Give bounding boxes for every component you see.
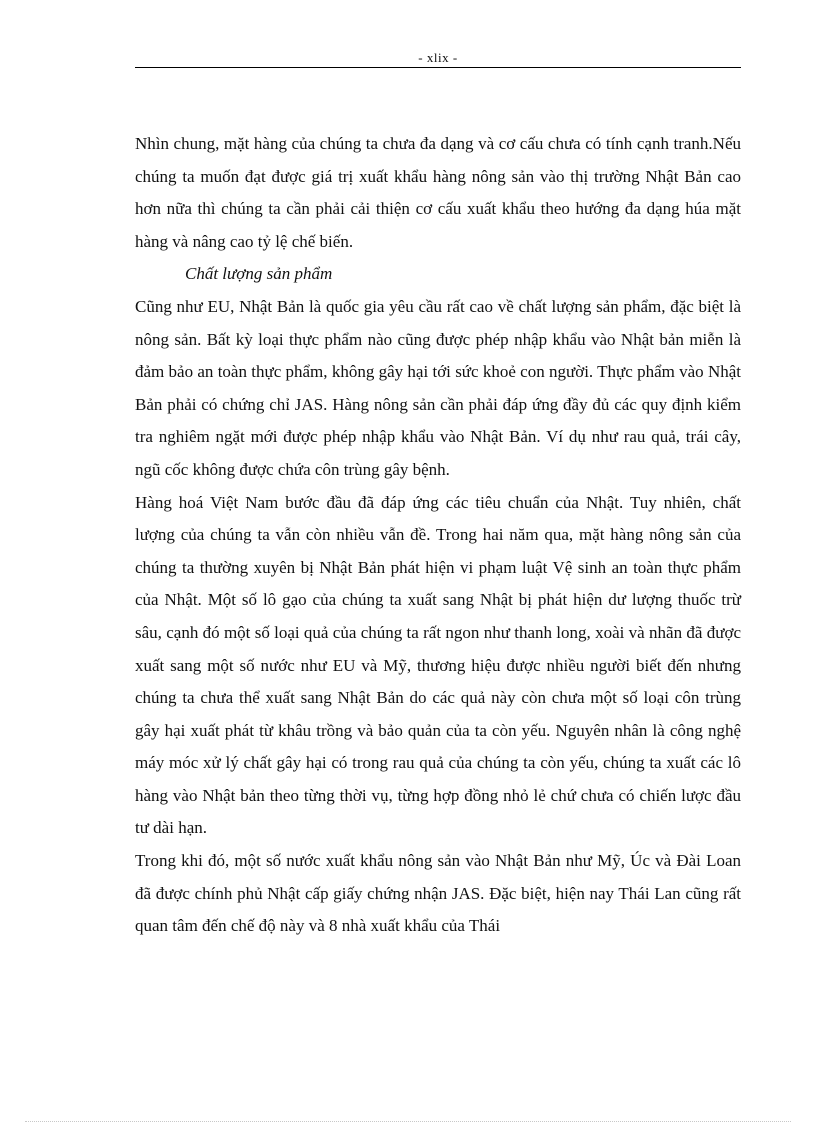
paragraph-other-countries: Trong khi đó, một số nước xuất khẩu nông sản vào Nhật Bản như Mỹ, Úc và Đài Loan đã được chính phủ Nhật cấp giấy chứng nhận JAS. Đặc biệt, hiện nay Thái Lan cũng rất quan tâm đến chế độ này và 8 nhà xuất khẩu của Thái	[135, 851, 741, 936]
paragraph-vietnam-goods: Hàng hoá Việt Nam bước đầu đã đáp ứng các tiêu chuẩn của Nhật. Tuy nhiên, chất lượng của chúng ta vẫn còn nhiều vẫn đề. Trong hai năm qua, mặt hàng nông sản của chúng ta thường xuyên bị Nhật Bản phát hiện vi phạm luật Vệ sinh an toàn thực phẩm của Nhật. Một số lô gạo của chúng ta xuất sang Nhật bị phát hiện dư lượng thuốc trừ sâu, cạnh đó một số loại quả của chúng ta rất ngon như thanh long, xoài và nhãn đã được xuất sang một số nước như EU và Mỹ, thương hiệu được nhiều người biết đến nhưng chúng ta chưa thể xuất sang Nhật Bản do các quả này còn chưa một số loại côn trùng gây hại xuất phát từ khâu trồng và bảo quản của ta còn yếu. Nguyên nhân là công nghệ máy móc xử lý chất gây hại có trong rau quả của chúng ta còn yếu, chúng ta xuất các lô hàng vào Nhật bản theo từng thời vụ, từng hợp đồng nhỏ lẻ chứ chưa có chiến lược đầu tư dài hạn.	[135, 492, 741, 838]
header-rule	[135, 67, 741, 68]
paragraph-quality-requirements: Cũng như EU, Nhật Bản là quốc gia yêu cầu rất cao về chất lượng sản phẩm, đặc biệt là nông sản. Bất kỳ loại thực phẩm nào cũng được phép nhập khẩu vào Nhật bản miễn là đảm bảo an toàn thực phẩm, không gây hại tới sức khoẻ con người. Thực phẩm vào Nhật Bản phải có chứng chỉ JAS. Hàng nông sản cần phải đáp ứng đầy đủ các quy định kiểm tra nghiêm ngặt mới được phép nhập khẩu vào Nhật Bản. Ví dụ như rau quả, trái cây, ngũ cốc không được chứa côn trùng gây bệnh.	[135, 296, 741, 479]
document-body	[135, 128, 741, 943]
page-number: - xlix -	[418, 50, 458, 65]
section-subheading: Chất lượng sản phẩm	[185, 264, 333, 284]
paragraph-diversity: Nhìn chung, mặt hàng của chúng ta chưa đa dạng và cơ cấu chưa có tính cạnh tranh.Nếu chúng ta muốn đạt được giá trị xuất khẩu hàng nông sản vào thị trường Nhật Bản cao hơn nữa thì chúng ta cần phải cải thiện cơ cấu xuất khẩu theo hướng đa dạng húa mặt hàng và nâng cao tỷ lệ chế biến.	[135, 134, 741, 251]
page-bottom-border	[25, 1121, 791, 1122]
